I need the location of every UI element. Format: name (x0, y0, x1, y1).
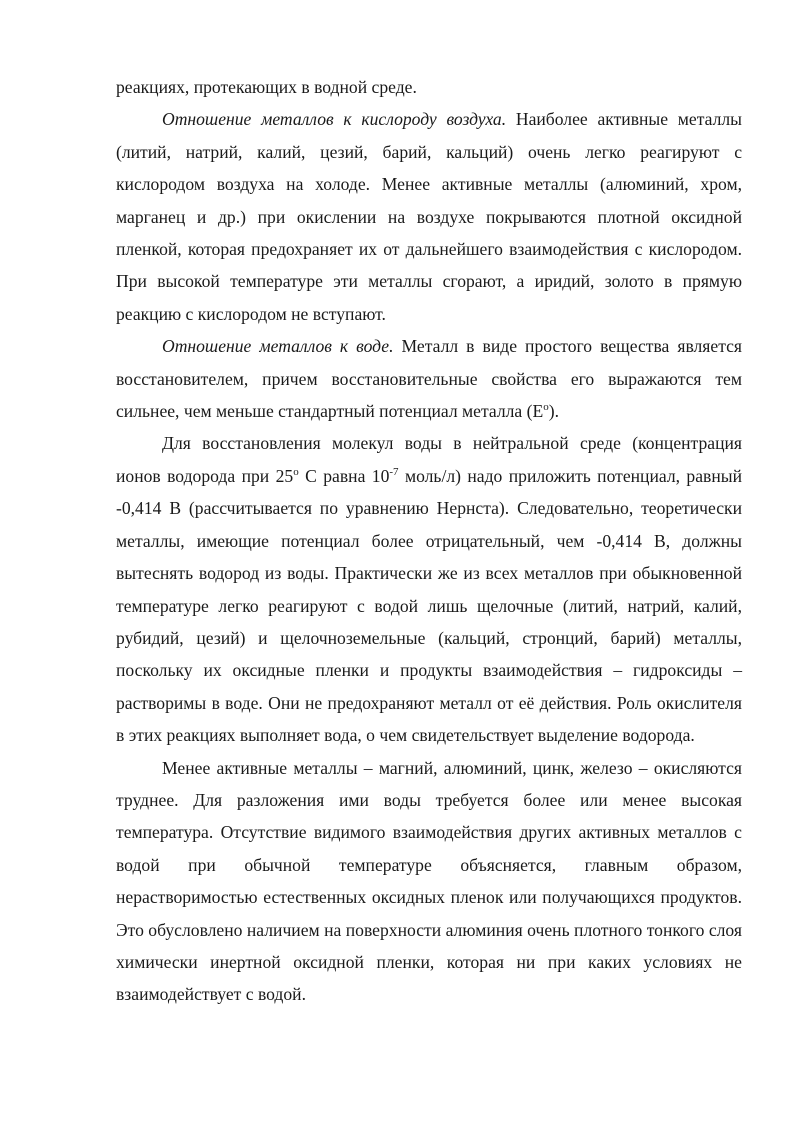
paragraph-heading: Отношение металлов к воде. (162, 336, 394, 357)
paragraph-text: ). (548, 401, 559, 422)
paragraph-text: Для восстановления молекул воды в нейтральной среде (концентрация ионов водорода при 25 (116, 433, 742, 486)
paragraph-continuation (116, 71, 742, 103)
superscript: o (543, 401, 549, 414)
paragraph-text: моль/л) надо приложить потенциал, равный -0,414 В (рассчитывается по уравнению Нернста). Следовательно, теоретически металлы, имеющие потенциал более отрицательный, чем -0,414 В, должны вытеснять водород из воды. Практически же из всех металлов при обыкновенной температуре легко реагируют с водой лишь щелочные (литий, натрий, калий, рубидий, цезий) и щелочноземельные (кальций, стронций, барий) металлы, поскольку их оксидные пленки и продукты взаимодействия – гидроксиды – растворимы в воде. Они не предохраняют металл от её действия. Роль окислителя в этих реакциях выполняет вода, о чем свидетельствует выделение водорода. (116, 465, 742, 746)
paragraph-text: Менее активные металлы – магний, алюминий, цинк, железо – окисляются труднее. Для разложения ими воды требуется более или менее высокая температура. Отсутствие видимого взаимодействия других активных металлов с водой при обычной температуре объясняется, главным образом, нерастворимостью естественных оксидных пленок или получающихся продуктов. Это обусловлено наличием на поверхности алюминия очень плотного тонкого слоя химически инертной оксидной пленки, которая ни при каких условиях не взаимодействует с водой. (116, 757, 742, 1005)
paragraph-text: Металл в виде простого вещества является восстановителем, причем восстановительные свойства его выражаются тем сильнее, чем меньше стандартный потенциал металла (E (116, 336, 743, 422)
paragraph-less-active (116, 752, 742, 1011)
paragraph-text: Наиболее активные металлы (литий, натрий, калий, цезий, барий, кальций) очень легко реагируют с кислородом воздуха на холоде. Менее активные металлы (алюминий, хром, марганец и др.) при окислении на воздухе покрываются плотной оксидной пленкой, которая предохраняет их от дальнейшего взаимодействия с кислородом. При высокой температуре эти металлы сгорают, а иридий, золото в прямую реакцию с кислородом не вступают. (116, 109, 742, 324)
paragraph-oxygen (116, 103, 742, 330)
document-page (116, 71, 742, 1011)
paragraph-text: С равна 10 (298, 465, 390, 486)
superscript: o (293, 465, 299, 478)
paragraph-heading: Отношение металлов к кислороду воздуха. (162, 109, 507, 130)
paragraph-reduction (116, 427, 742, 751)
paragraph-text: реакциях, протекающих в водной среде. (116, 77, 417, 97)
paragraph-water (116, 330, 742, 427)
superscript: -7 (389, 465, 399, 478)
